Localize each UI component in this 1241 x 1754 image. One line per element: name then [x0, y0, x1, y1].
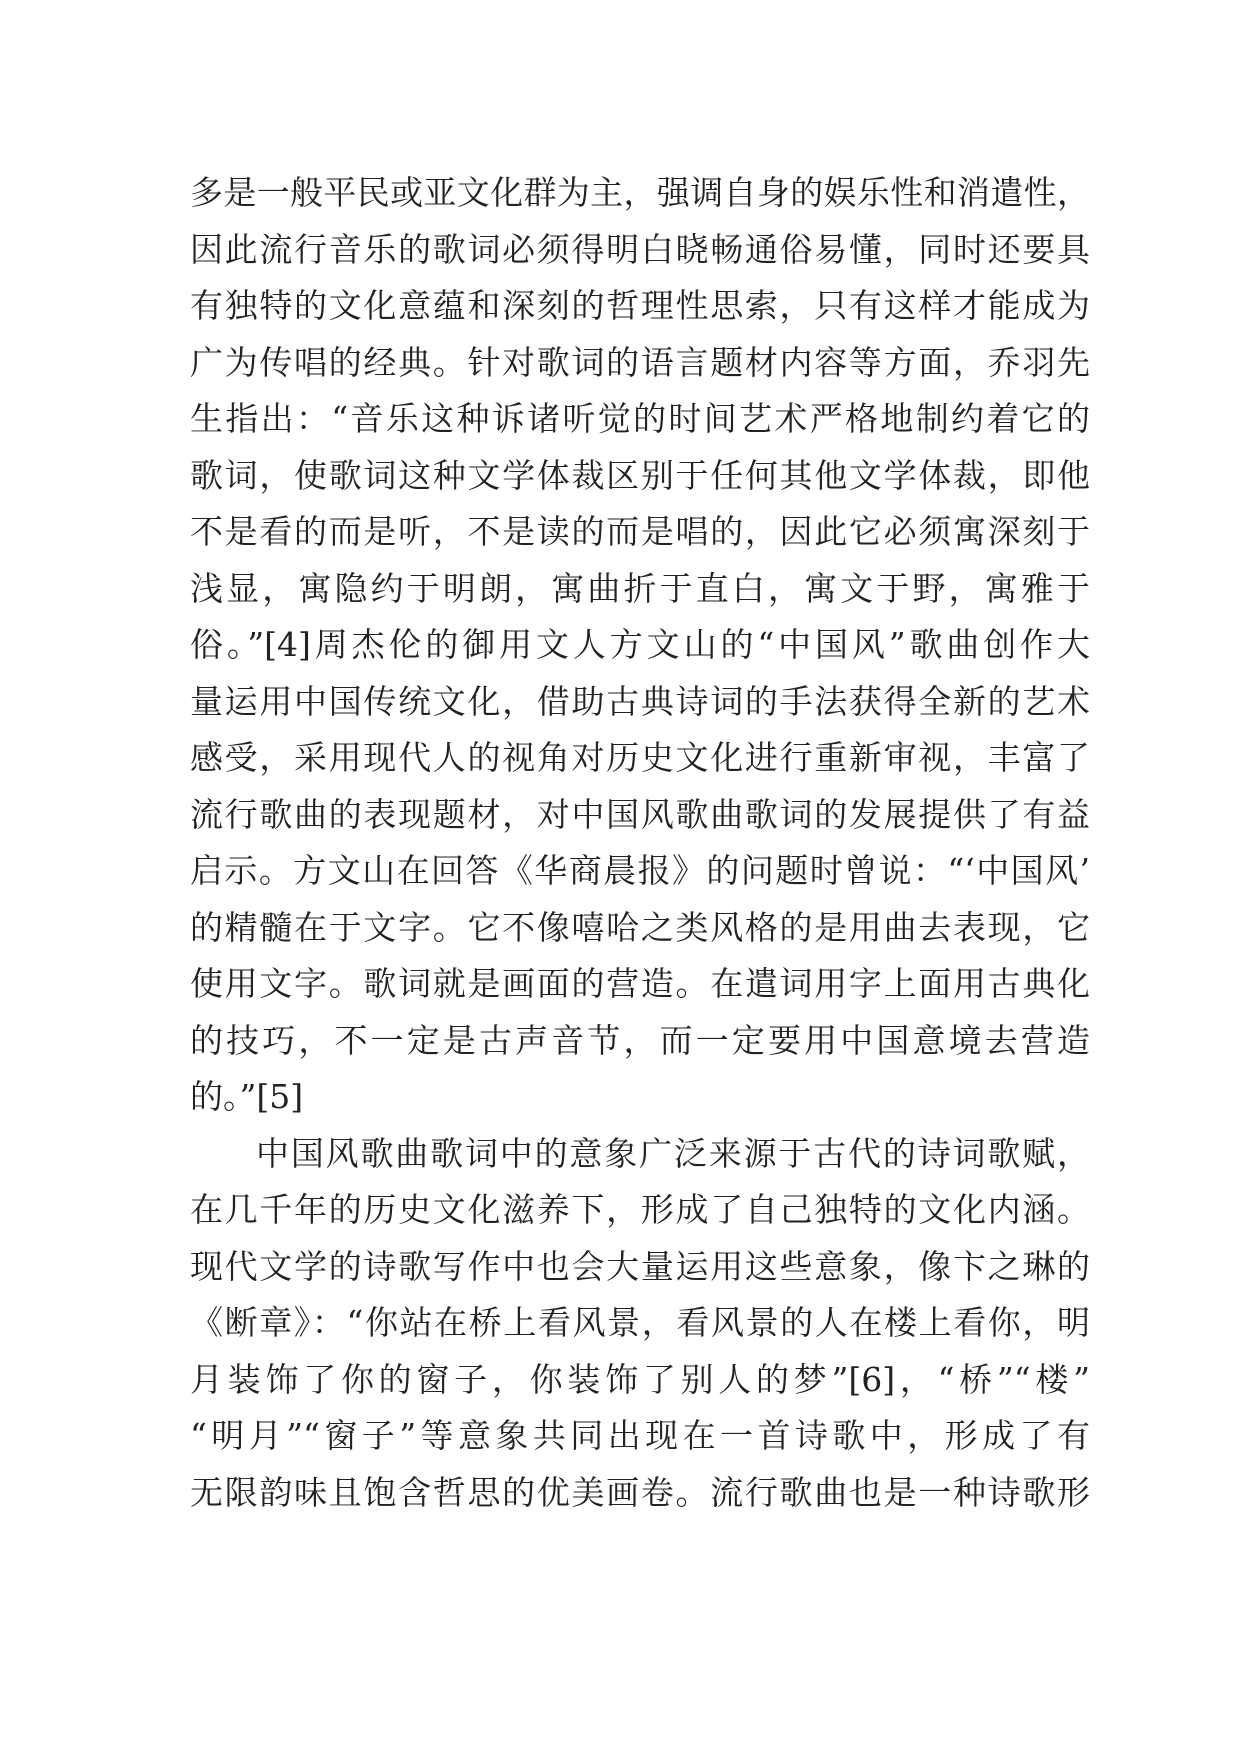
text-line: 使用文字。歌词就是画面的营造。在遣词用字上面用古典化: [190, 964, 1090, 1003]
text-line: 多是一般平民或亚文化群为主，强调自身的娱乐性和消遣性，: [190, 173, 1090, 212]
text-line: 浅显，寓隐约于明朗，寓曲折于直白，寓文于野，寓雅于: [190, 568, 1090, 608]
text-line: 中国风歌曲歌词中的意象广泛来源于古代的诗词歌赋，: [256, 1133, 1090, 1173]
paragraph-1: [190, 165, 1090, 1126]
body-text: [190, 165, 1090, 1521]
text-line: 的精髓在于文字。它不像嘻哈之类风格的是用曲去表现，它: [190, 907, 1090, 947]
text-line: “明月”“窗子”等意象共同出现在一首诗歌中，形成了有: [190, 1416, 1090, 1455]
text-line: 量运用中国传统文化，借助古典诗词的手法获得全新的艺术: [190, 681, 1090, 721]
text-line: 广为传唱的经典。针对歌词的语言题材内容等方面，乔羽先: [190, 342, 1090, 382]
text-line: 不是看的而是听，不是读的而是唱的，因此它必须寓深刻于: [190, 512, 1090, 551]
text-line: 在几千年的历史文化滋养下，形成了自己独特的文化内涵。: [190, 1190, 1090, 1229]
text-line: 俗。”[4]周杰伦的御用文人方文山的“中国风”歌曲创作大: [190, 625, 1090, 664]
text-line: 感受，采用现代人的视角对历史文化进行重新审视，丰富了: [190, 738, 1090, 777]
text-line: 有独特的文化意蕴和深刻的哲理性思索，只有这样才能成为: [190, 286, 1090, 325]
text-line: 流行歌曲的表现题材，对中国风歌曲歌词的发展提供了有益: [190, 794, 1090, 834]
text-line: 的。”[5]: [190, 1077, 304, 1116]
text-line: 现代文学的诗歌写作中也会大量运用这些意象，像卞之琳的: [190, 1246, 1090, 1286]
text-line: 月装饰了你的窗子，你装饰了别人的梦”[6]，“桥”“楼”: [190, 1359, 1090, 1399]
text-line: 歌词，使歌词这种文学体裁区别于任何其他文学体裁，即他: [190, 455, 1090, 495]
paragraph-2: [190, 1126, 1090, 1522]
text-line: 因此流行音乐的歌词必须得明白晓畅通俗易懂，同时还要具: [190, 229, 1090, 269]
text-line: 无限韵味且饱含哲思的优美画卷。流行歌曲也是一种诗歌形: [190, 1472, 1090, 1512]
text-line: 的技巧，不一定是古声音节，而一定要用中国意境去营造: [190, 1020, 1090, 1060]
text-line: 启示。方文山在回答《华商晨报》的问题时曾说：“‘中国风’: [190, 851, 1090, 890]
text-line: 《断章》：“你站在桥上看风景，看风景的人在楼上看你，明: [190, 1303, 1090, 1342]
text-line: 生指出：“音乐这种诉诸听觉的时间艺术严格地制约着它的: [190, 399, 1090, 438]
